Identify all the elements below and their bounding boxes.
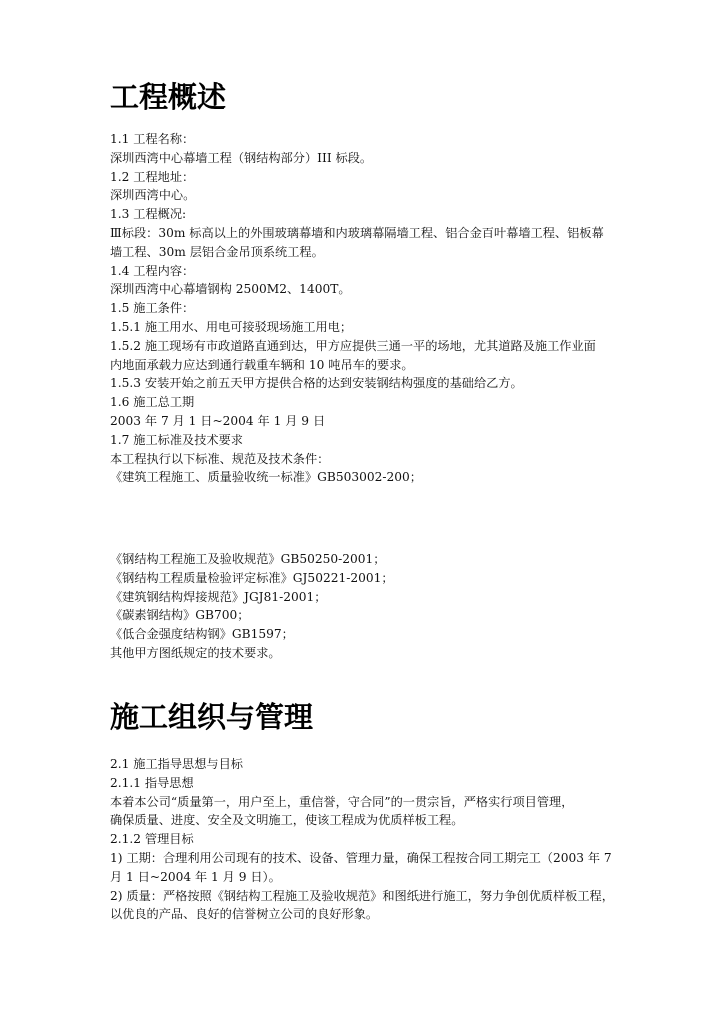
text-line: 内地面承载力应达到通行载重车辆和 10 吨吊车的要求。 [110,357,414,372]
text-line: 1) 工期：合理利用公司现有的技术、设备、管理力量，确保工程按合同工期完工（2003 年 7 [110,850,612,865]
text-line: 1.5.1 施工用水、用电可接驳现场施工用电； [110,319,353,334]
text-line: 2.1.1 指导思想 [110,775,194,790]
text-line: 《建筑工程施工、质量验收统一标准》GB503002-200； [110,470,422,485]
text-line: 月 1 日~2004 年 1 月 9 日）。 [110,869,281,884]
section-2-heading: 施工组织与管理 [110,700,314,734]
text-line: 确保质量、进度、安全及文明施工，使该工程成为优质样板工程。 [110,813,464,828]
text-line: 深圳西湾中心幕墙工程（钢结构部分）III 标段。 [110,150,373,165]
text-line: 其他甲方图纸规定的技术要求。 [110,645,281,660]
text-line: 1.1 工程名称： [110,132,195,146]
text-line: 1.3 工程概况: [110,207,187,222]
text-line: 2) 质量：严格按照《钢结构工程施工及验收规范》和图纸进行施工，努力争创优质样板工程， [110,888,614,903]
section-2-body [110,755,630,924]
text-line: 2.1.2 管理目标 [110,832,194,847]
text-line: 1.4 工程内容： [110,263,195,278]
text-line: Ⅲ标段：30m 标高以上的外围玻璃幕墙和内玻璃幕隔墙工程、铝合金百叶幕墙工程、铝板幕 [110,225,604,240]
section-1-body-b [110,550,630,663]
text-line: 以优良的产品、良好的信誉树立公司的良好形象。 [110,907,379,922]
text-line: 1.5 施工条件： [110,301,195,316]
text-line: 1.7 施工标准及技术要求 [110,432,243,447]
text-line: 《低合金强度结构钢》GB1597； [110,627,294,642]
text-line: 深圳西湾中心幕墙钢构 2500M2、1400T。 [110,282,351,297]
text-line: 《碳素钢结构》GB700； [110,608,250,623]
text-line: 墙工程、30m 层铝合金吊顶系统工程。 [110,244,324,259]
text-line: 1.5.3 安装开始之前五天甲方提供合格的达到安装钢结构强度的基础给乙方。 [110,376,523,391]
text-line: 《建筑钢结构焊接规范》JGJ81-2001； [110,589,327,604]
text-line: 本工程执行以下标准、规范及技术条件： [110,451,330,466]
text-line: 1.6 施工总工期 [110,395,195,410]
text-line: 2.1 施工指导思想与目标 [110,757,243,771]
text-line: 深圳西湾中心。 [110,188,196,203]
section-1-body-a [110,130,630,487]
text-line: 《钢结构工程施工及验收规范》GB50250-2001； [110,552,386,566]
section-1-heading: 工程概述 [110,80,227,114]
text-line: 1.2 工程地址： [110,169,195,184]
text-line: 1.5.2 施工现场有市政道路直通到达，甲方应提供三通一平的场地，尤其道路及施工作业面 [110,338,596,353]
text-line: 本着本公司“质量第一，用户至上，重信誉，守合同”的一贯宗旨，严格实行项目管理， [110,794,574,809]
text-line: 2003 年 7 月 1 日~2004 年 1 月 9 日 [110,413,326,428]
text-line: 《钢结构工程质量检验评定标准》GJ50221-2001； [110,570,394,585]
